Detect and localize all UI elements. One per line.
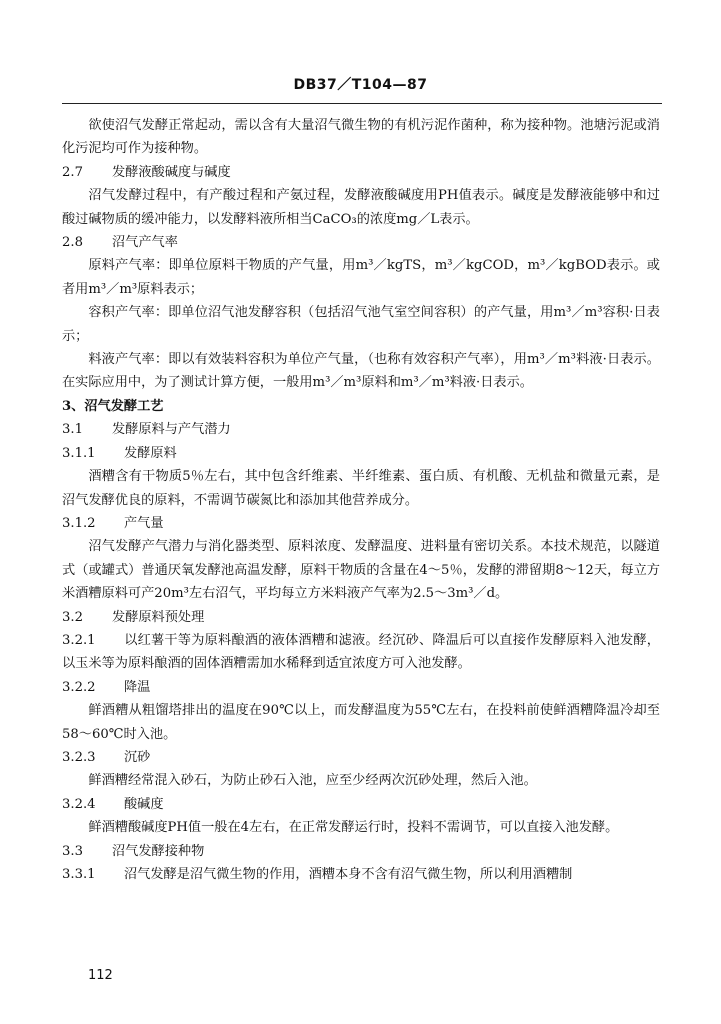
subsection-title: 降温 [124,679,151,695]
paragraph: 酒糟含有干物质5％左右，其中包含纤维素、半纤维素、蛋白质、有机酸、无机盐和微量元素，是沼气发酵优良的原料，不需调节碳氮比和添加其他营养成分。 [62,469,660,508]
paragraph: 原料产气率：即单位原料干物质的产气量，用m³／kgTS，m³／kgCOD，m³／kgBOD表示。或者用m³／m³原料表示； [62,258,660,297]
paragraph-number: 3.2.1 [62,632,96,648]
document-body [62,114,660,886]
header-rule [62,103,662,104]
section-heading [62,606,660,629]
paragraph: 沼气发酵产气潜力与消化器类型、原料浓度、发酵温度、进料量有密切关系。本技术规范，以隧道式（或罐式）普通厌氧发酵池高温发酵，原料干物质的含量在4～5％，发酵的滞留期8～12天，每立方米酒糟原料可产20m³左右沼气，平均每立方米料液产气率为2.5～3m³／d。 [62,539,660,602]
section-title: 发酵液酸碱度与碱度 [112,164,231,180]
subsection-number: 3.1.1 [62,445,96,461]
page-number: 112 [88,968,113,983]
subsection-number: 3.2.2 [62,679,96,695]
subsection-heading [62,442,660,465]
section-number: 3.1 [62,422,83,438]
section-title: 发酵原料与产气潜力 [112,422,231,438]
paragraph: 鲜酒糟从粗馏塔排出的温度在90℃以上，而发酵温度为55℃左右，在投料前使鲜酒糟降温冷却至58～60℃时入池。 [62,703,660,742]
section-title: 沼气产气率 [112,235,178,251]
section-number: 2.7 [62,164,83,180]
chapter-title: 沼气发酵工艺 [84,398,164,414]
document-code-header: DB37／T104—87 [293,77,428,93]
paragraph: 料液产气率：即以有效装料容积为单位产气量，（也称有效容积产气率），用m³／m³料液·日表示。在实际应用中，为了测试计算方便，一般用m³／m³原料和m³／m³料液·日表示。 [62,352,660,391]
paragraph: 欲使沼气发酵正常起动，需以含有大量沼气微生物的有机污泥作菌种，称为接种物。池塘污泥或消化污泥均可作为接种物。 [62,118,660,157]
paragraph-number: 3.3.1 [62,867,96,882]
subsection-heading [62,676,660,699]
section-heading [62,161,660,184]
subsection-heading [62,512,660,535]
subsection-heading [62,746,660,769]
section-number: 3.3 [62,843,83,859]
subsection-title: 发酵原料 [124,445,177,461]
paragraph: 容积产气率：即单位沼气池发酵容积（包括沼气池气室空间容积）的产气量，用m³／m³容积·日表示； [62,305,660,344]
paragraph: 鲜酒糟经常混入砂石，为防止砂石入池，应至少经两次沉砂处理，然后入池。 [88,773,537,789]
numbered-paragraph [62,863,660,886]
subsection-title: 酸碱度 [124,796,164,812]
section-heading [62,418,660,441]
subsection-number: 3.2.3 [62,749,96,765]
subsection-title: 沉砂 [124,749,151,765]
paragraph: 鲜酒糟酸碱度PH值一般在4左右，在正常发酵运行时，投料不需调节，可以直接入池发酵。 [88,820,619,836]
chapter-number: 3、 [62,398,85,414]
paragraph: 沼气发酵过程中，有产酸过程和产氨过程，发酵液酸碱度用PH值表示。碱度是发酵液能够中和过酸过碱物质的缓冲能力，以发酵料液所相当CaCO₃的浓度mg／L表示。 [62,188,660,227]
section-title: 沼气发酵接种物 [112,843,205,859]
section-title: 发酵原料预处理 [112,609,205,625]
chapter-heading [62,395,660,418]
subsection-title: 产气量 [124,515,164,531]
subsection-number: 3.2.4 [62,796,96,812]
numbered-paragraph [62,629,660,676]
subsection-number: 3.1.2 [62,515,96,531]
subsection-heading [62,793,660,816]
section-heading [62,840,660,863]
paragraph-text: 沼气发酵是沼气微生物的作用，酒糟本身不含有沼气微生物，所以利用酒糟制 [124,867,573,882]
section-number: 3.2 [62,609,83,625]
paragraph-text: 以红薯干等为原料酿酒的液体酒糟和滤液。经沉砂、降温后可以直接作发酵原料入池发酵，以玉米等为原料酿酒的固体酒糟需加水稀释到适宜浓度方可入池发酵。 [62,632,660,672]
section-number: 2.8 [62,235,83,251]
section-heading [62,231,660,254]
